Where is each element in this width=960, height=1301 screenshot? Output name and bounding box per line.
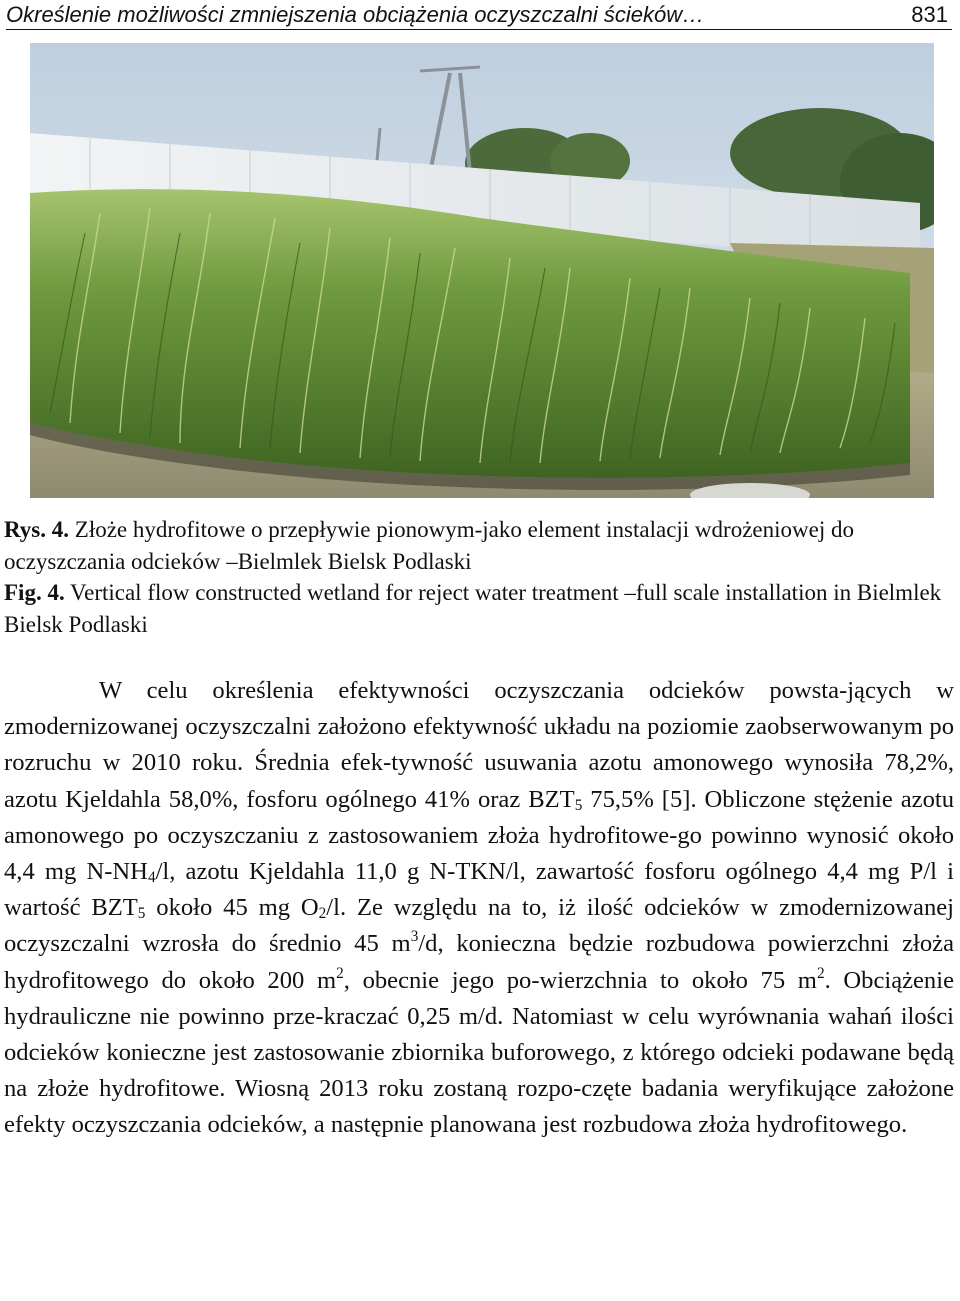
body-paragraph-block <box>4 673 954 1144</box>
body-segment: . Obciążenie hydrauliczne nie powinno prze-kraczać 0,25 m/d. Natomiast w celu wyrównania wahań ilości odcieków konieczne jest zastosowanie zbiornika buforowego, z którego odcieki podawane będą na złoże hydrofitowe. Wiosną 2013 roku zostaną rozpo-częte badania weryfikujące założone efekty oczyszczania odcieków, a następnie planowana jest rozbudowa złoża hydrofitowego. <box>4 966 954 1139</box>
body-segment: 75,5% [5]. Obliczone stężenie azotu amonowego po oczyszczaniu z zastosowaniem złoża hydrofitowe-go powinno wynosić około 4,4 mg N-NH <box>4 785 954 886</box>
caption-en-text: Vertical flow constructed wetland for reject water treatment –full scale installation in Bielmlek Bielsk Podlaski <box>4 580 942 637</box>
body-segment: /l, azotu Kjeldahla 11,0 g N-TKN/l, zawartość fosforu ogólnego 4,4 mg P/l i wartość BZT <box>4 858 954 922</box>
caption-pl-label: Rys. 4. <box>4 517 70 542</box>
body-segment: , obecnie jego po-wierzchnia to około 75 m <box>343 966 817 994</box>
photo-reed-bed <box>30 43 934 498</box>
running-header <box>6 0 952 30</box>
superscript-2: 2 <box>816 964 825 982</box>
subscript-5: 5 <box>137 905 146 923</box>
body-segment: W celu określenia efektywności oczyszczania odcieków powsta-jących w zmodernizowanej oczyszczalni założono efektywność układu na poziomie zaobserwowanym po rozruchu w 2010 roku. Średnia efek-tywność usuwania azotu amonowego wynosiła 78,2%, azotu Kjeldahla 58,0%, fosforu ogólnego 41% oraz BZT <box>4 677 954 813</box>
body-segment: około 45 mg O <box>145 894 319 922</box>
caption-en-label: Fig. 4. <box>4 580 65 605</box>
figure-caption <box>4 514 944 640</box>
superscript-2: 2 <box>336 964 344 982</box>
subscript-2: 2 <box>318 905 327 923</box>
body-segment: /d, konieczna będzie rozbudowa powierzchni złoża hydrofitowego do około 200 m <box>4 930 954 994</box>
subscript-4: 4 <box>147 869 156 887</box>
running-title: Określenie możliwości zmniejszenia obciążenia oczyszczalni ścieków… <box>6 2 705 27</box>
reed-bed-illustration <box>30 43 934 498</box>
body-segment: /l. Ze względu na to, iż ilość odcieków w zmodernizowanej oczyszczalni wzrosła do średnio 45 m <box>4 894 954 958</box>
caption-pl <box>4 514 944 577</box>
superscript-3: 3 <box>410 928 419 946</box>
page-number: 831 <box>911 2 948 27</box>
caption-pl-text: Złoże hydrofitowe o przepływie pionowym-jako element instalacji wdrożeniowej do oczyszczania odcieków –Bielmlek Bielsk Podlaski <box>4 517 854 574</box>
subscript-5: 5 <box>574 796 583 814</box>
caption-en <box>4 577 944 640</box>
body-paragraph <box>4 673 954 1144</box>
